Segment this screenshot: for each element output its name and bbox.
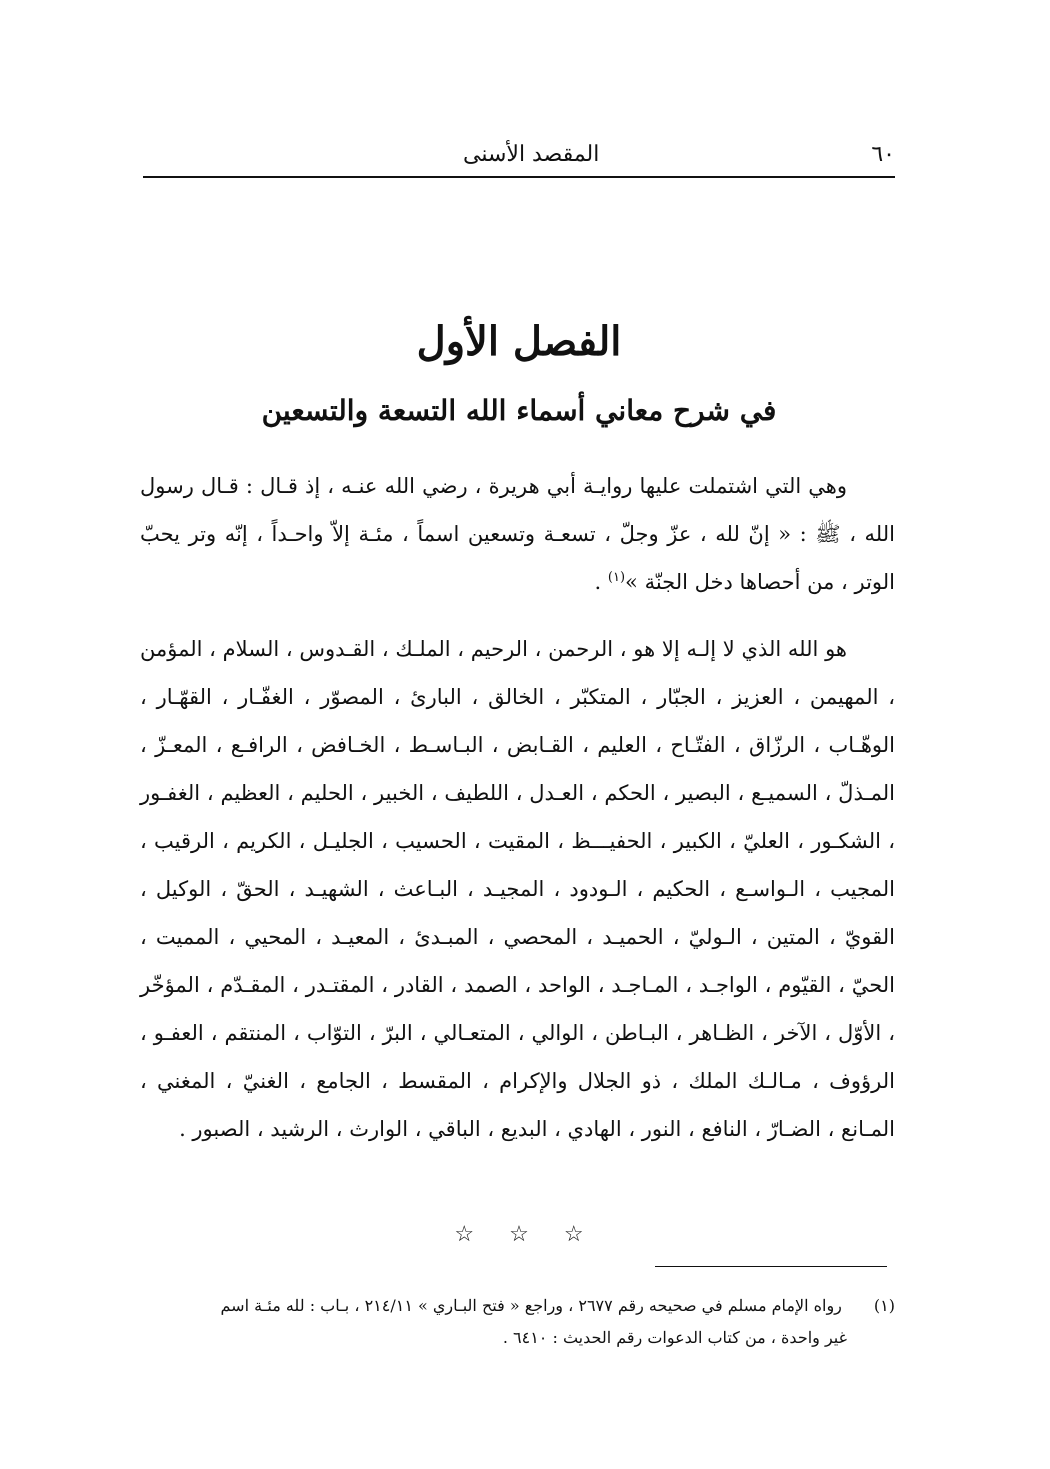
footnote-line-1: رواه الإمام مسلم في صحيحه رقم ٢٦٧٧ ، وراجع « فتح البـاري » ٢١٤/١١ ، بـاب : لله مئـة اسم [220, 1296, 842, 1315]
running-title: المقصد الأسنى [463, 141, 600, 167]
intro-end: . [594, 570, 608, 594]
footnote [140, 1290, 895, 1354]
header-rule [143, 176, 895, 178]
page-number: ٦٠ [871, 141, 895, 167]
page-header [143, 132, 895, 176]
chapter-subtitle: في شرح معاني أسماء الله التسعة والتسعين [261, 394, 777, 427]
names-paragraph [140, 625, 895, 1153]
footnote-line-2: غير واحدة ، من كتاب الدعوات رقم الحديث : ٦٤١٠ . [502, 1328, 847, 1347]
intro-paragraph [140, 462, 895, 606]
footnote-rule [655, 1266, 887, 1267]
footnote-reference: (١) [607, 570, 626, 585]
section-divider-stars: ☆ ☆ ☆ [454, 1222, 584, 1247]
footnote-number: (١) [873, 1296, 895, 1315]
intro-text: وهي التي اشتملت عليها روايـة أبي هريرة ، رضي الله عنـه ، إذ قـال : قـال رسول الله ، ﷺ : « إنّ لله ، عزّ وجلّ ، تسعـة وتسعين اسماً ، مئـة إلاّ واحـداً ، إنّه وتر يحبّ الوتر ، من أحصاها دخل الجنّة » [140, 474, 895, 594]
chapter-title: الفصل الأول [416, 318, 622, 365]
names-text: هو الله الذي لا إلـه إلا هو ، الرحمن ، الرحيم ، الملـك ، القـدوس ، السلام ، المؤمن ، المهيمن ، العزيز ، الجبّار ، المتكبّر ، الخالق ، البارئ ، المصوّر ، الغفّـار ، القهّـار ، الوهّـاب ، الرزّاق ، الفتّـاح ، العليم ، القـابض ، البـاسـط ، الخـافض ، الرافـع ، المعـزّ ، المـذلّ ، السميـع ، البصير ، الحكم ، العـدل ، اللطيف ، الخبير ، الحليم ، العظيم ، الغفـور ، الشكـور ، العليّ ، الكبير ، الحفيـــظ ، المقيت ، الحسيب ، الجليـل ، الكريم ، الرقيب ، المجيب ، الـواسـع ، الحكيم ، الـودود ، المجيـد ، البـاعث ، الشهيـد ، الحقّ ، الوكيل ، القويّ ، المتين ، الـوليّ ، الحميـد ، المحصي ، المبـدئ ، المعيـد ، المحيي ، المميت ، الحيّ ، القيّوم ، الواجـد ، المـاجـد ، الواحد ، الصمد ، القادر ، المقتـدر ، المقـدّم ، المؤخّر ، الأوّل ، الآخر ، الظـاهر ، البـاطن ، الوالي ، المتعـالي ، البرّ ، التوّاب ، المنتقم ، العفـو ، الرؤوف ، مـالـك الملك ، ذو الجلال والإكرام ، المقسط ، الجامع ، الغنيّ ، المغني ، المـانع ، الضـارّ ، النافع ، النور ، الهادي ، البديع ، الباقي ، الوارث ، الرشيد ، الصبور . [140, 637, 896, 1141]
